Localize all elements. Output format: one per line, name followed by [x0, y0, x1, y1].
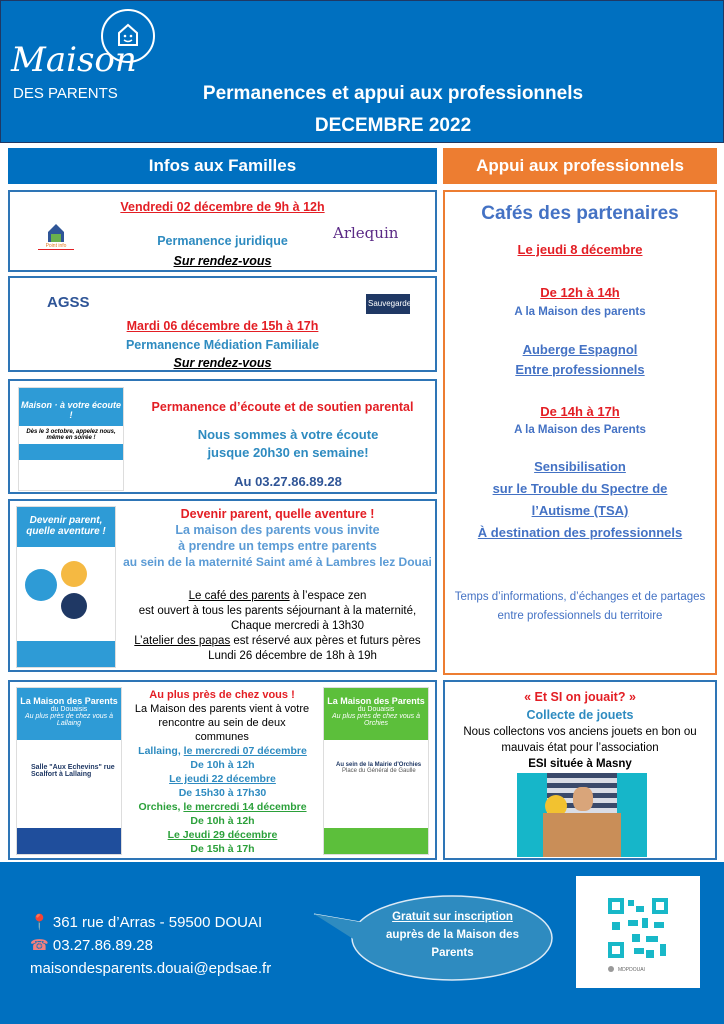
svg-text:Point info: Point info: [45, 243, 67, 248]
devenir-parent-card: [8, 499, 437, 672]
ecoute-line1: Nous sommes à votre écoute: [197, 427, 379, 442]
cafes-description: Temps d’informations, d’échanges et de partages entre professionnels du territoire: [454, 591, 706, 622]
devenir-line1: La maison des parents vous invite: [175, 523, 380, 537]
proximite-title: Au plus près de chez vous !: [149, 689, 295, 701]
cafes-place1: A la Maison des parents: [514, 306, 646, 318]
ecoute-line2: jusque 20h30 en semaine!: [207, 445, 369, 460]
cafes-time1: De 12h à 14h: [540, 285, 620, 300]
mediation-date: Mardi 06 décembre de 15h à 17h: [126, 319, 319, 333]
collecte-jouets-card: [443, 680, 717, 860]
cafes-time2: De 14h à 17h: [540, 404, 620, 419]
section-header-familles: Infos aux Familles: [8, 148, 437, 184]
atelier-papas-line: L’atelier des papas est réservé aux pères et futurs pères: [134, 635, 421, 647]
header-banner: [0, 0, 724, 143]
phone-icon: ☎: [30, 937, 49, 954]
section-header-professionnels: Appui aux professionnels: [443, 148, 717, 184]
footer: [0, 862, 724, 1024]
ecoute-flyer-image: Maison · à votre écoute ! Dès le 3 octobre, appelez nous, même en soirée !: [18, 387, 124, 491]
ecoute-phone: Au 03.27.86.89.28: [234, 474, 342, 489]
cafes-date: Le jeudi 8 décembre: [517, 242, 643, 257]
juridique-card: [8, 190, 437, 272]
ecoute-card: [8, 379, 437, 494]
proximite-intro: La Maison des parents vient à votre rencontre au sein de deux communes: [134, 703, 310, 743]
logo: Maison: [11, 40, 137, 80]
proximite-card: [8, 680, 437, 860]
lallaing-flyer-image: La Maison des Parents du Douaisis Au plus près de chez vous à Lallaing Salle "Aux Echevins" rue Scalfort à Lallaing: [16, 687, 122, 855]
lallaing-schedule: Lallaing, le mercredi 07 décembre De 10h à 12h Le jeudi 22 décembre De 15h30 à 17h30: [138, 745, 307, 799]
sauvegarde-logo: Sauvegarde: [366, 294, 410, 314]
devenir-line5: Chaque mercredi à 13h30: [231, 620, 364, 632]
juridique-title: Permanence juridique: [157, 234, 288, 248]
cafes-place2: A la Maison des Parents: [514, 424, 646, 436]
devenir-title: Devenir parent, quelle aventure !: [180, 507, 375, 521]
arlequin-logo: Arlequin: [333, 224, 399, 242]
cafes-partenaires-card: [443, 190, 717, 675]
mediation-card: [8, 276, 437, 372]
phone-line: ☎ 03.27.86.89.28: [30, 937, 153, 954]
location-pin-icon: 📍: [30, 914, 49, 931]
devenir-parent-flyer-image: Devenir parent, quelle aventure !: [16, 506, 116, 668]
jouets-association: ESI située à Masny: [528, 758, 632, 770]
address-line: 📍 361 rue d’Arras - 59500 DOUAI: [30, 914, 263, 931]
orchies-flyer-image: La Maison des Parents du Douaisis Au plus près de chez vous à Orchies Au sein de la Mairie d'Orchies Place du Général de Gaulle: [323, 687, 429, 855]
page-subtitle: DECEMBRE 2022: [314, 115, 472, 136]
juridique-date: Vendredi 02 décembre de 9h à 12h: [120, 200, 325, 214]
juridique-note: Sur rendez-vous: [173, 254, 272, 268]
svg-text:MDPDOUAI: MDPDOUAI: [618, 967, 645, 973]
devenir-line2: à prendre un temps entre parents: [178, 539, 377, 553]
toy-box-photo: [517, 773, 647, 857]
agss-logo: AGSS: [47, 294, 90, 311]
mediation-title: Permanence Médiation Familiale: [125, 338, 320, 352]
mediation-note: Sur rendez-vous: [173, 356, 272, 370]
ecoute-title: Permanence d’écoute et de soutien parental: [151, 400, 414, 414]
jouets-subtitle: Collecte de jouets: [526, 708, 634, 722]
cafes-session1: Auberge Espagnol Entre professionnels: [515, 342, 645, 377]
devenir-line4: est ouvert à tous les parents séjournant à la maternité,: [138, 605, 417, 617]
jouets-title: « Et SI on jouait? »: [524, 690, 636, 704]
cafes-session2: Sensibilisation sur le Trouble du Spectre de l’Autisme (TSA) À destination des professionnels: [477, 459, 683, 540]
inscription-note: Gratuit sur inscription auprès de la Maison des Parents: [386, 911, 519, 959]
jouets-description: Nous collectons vos anciens jouets en bon ou mauvais état pour l’association: [463, 726, 697, 754]
orchies-schedule: Orchies, le mercredi 14 décembre De 10h à 12h Le Jeudi 29 décembre De 15h à 17h: [138, 801, 307, 855]
page-title: Permanences et appui aux professionnels: [202, 83, 584, 104]
cafe-parents-line: Le café des parents à l’espace zen: [188, 590, 367, 602]
qr-code[interactable]: [576, 876, 700, 988]
devenir-line3: au sein de la maternité Saint amé à Lambres lez Douai: [123, 555, 432, 569]
email-link[interactable]: maisondesparents.douai@epdsae.fr: [30, 960, 272, 977]
cafes-title: Cafés des partenaires: [481, 203, 679, 224]
logo-subtitle: DES PARENTS: [13, 85, 118, 102]
devenir-line6: Lundi 26 décembre de 18h à 19h: [208, 650, 377, 662]
